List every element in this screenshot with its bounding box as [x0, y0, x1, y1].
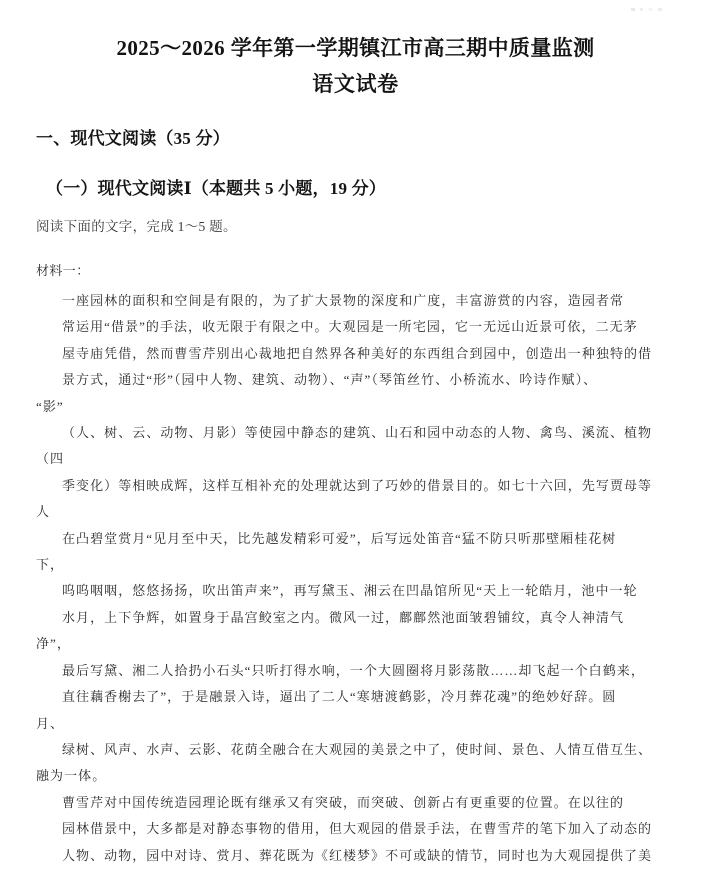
reading-instruction: 阅读下面的文字，完成 1～5 题。 — [36, 219, 237, 234]
passage-line: 月、 — [36, 715, 65, 731]
material-label: 材料一： — [36, 263, 90, 278]
passage-line: 在凸碧堂赏月“见月至中天，比先越发精彩可爱”，后写远处笛音“猛不防只听那壁厢桂花树 — [62, 530, 617, 546]
passage-line: 常运用“借景”的手法，收无限于有限之中。大观园是一所宅园，它一无远山近景可依，二无茅 — [62, 319, 638, 335]
section-heading-modern-reading: 一、现代文阅读（35 分） — [36, 129, 230, 148]
passage-line: （人、树、云、动物、月影）等使园中静态的建筑、山石和园中动态的人物、禽鸟、溪流、植物 — [62, 425, 653, 441]
passage-line: 屋寺庙凭借，然而曹雪芹别出心裁地把自然界各种美好的东西组合到园中，创造出一种独特的借 — [62, 345, 653, 361]
passage-line: 景方式，通过“形”（园中人物、建筑、动物）、“声”（琴笛丝竹、小桥流水、吟诗作赋）、 — [62, 372, 598, 388]
passage-body — [36, 288, 675, 869]
passage-line: 园林借景中，大多都是对静态事物的借用，但大观园的借景手法，在曹雪芹的笔下加入了动态的 — [62, 821, 653, 837]
passage-line: 一座园林的面积和空间是有限的，为了扩大景物的深度和广度，丰富游赏的内容，造园者常 — [62, 293, 625, 308]
page-subtitle: 语文试卷 — [312, 72, 399, 96]
passage-line: 净”， — [36, 636, 71, 652]
passage-line: 融为一体。 — [36, 768, 107, 784]
passage-line: 呜呜咽咽，悠悠扬扬，吹出笛声来”，再写黛玉、湘云在凹晶馆所见“天上一轮皓月，池中一轮 — [62, 583, 638, 599]
subsection-heading-modern-reading-1: （一）现代文阅读Ⅰ（本题共 5 小题，19 分） — [46, 179, 387, 198]
passage-line: 绿树、风声、水声、云影、花荫全融合在大观园的美景之中了，使时间、景色、人情互借互生、 — [62, 741, 653, 757]
passage-line: 水月，上下争辉，如置身于晶宫鲛室之内。微风一过，鄜鄜然池面皱碧铺纹，真令人神清气 — [62, 609, 625, 625]
document-title-block — [36, 0, 675, 102]
scan-artifact-mark — [631, 8, 671, 11]
passage-line: “影” — [36, 398, 64, 414]
passage-line: 人 — [36, 504, 51, 520]
passage-line: 下， — [36, 557, 65, 573]
passage-line: 最后写黛、湘二人拾扔小石头“只听打得水响，一个大圆圈将月影荡散……却飞起一个白鹤来， — [62, 662, 645, 678]
passage-line: 人物、动物，园中对诗、赏月、葬花既为《红楼梦》不可或缺的情节，同时也为大观园提供了美 — [62, 847, 653, 863]
passage-line: （四 — [36, 451, 65, 467]
passage-line: 季变化）等相映成辉，这样互相补充的处理就达到了巧妙的借景目的。如七十六回，先写贾母等 — [62, 477, 653, 493]
passage-line: 直往藕香榭去了”，于是融景入诗，逼出了二人“寒塘渡鹤影，冷月葬花魂”的绝妙好辞。圆 — [62, 689, 617, 705]
passage-line: 曹雪芹对中国传统造园理论既有继承又有突破，而突破、创新占有更重要的位置。在以往的 — [62, 794, 625, 810]
page-title: 2025～2026 学年第一学期镇江市高三期中质量监测 — [116, 36, 595, 60]
